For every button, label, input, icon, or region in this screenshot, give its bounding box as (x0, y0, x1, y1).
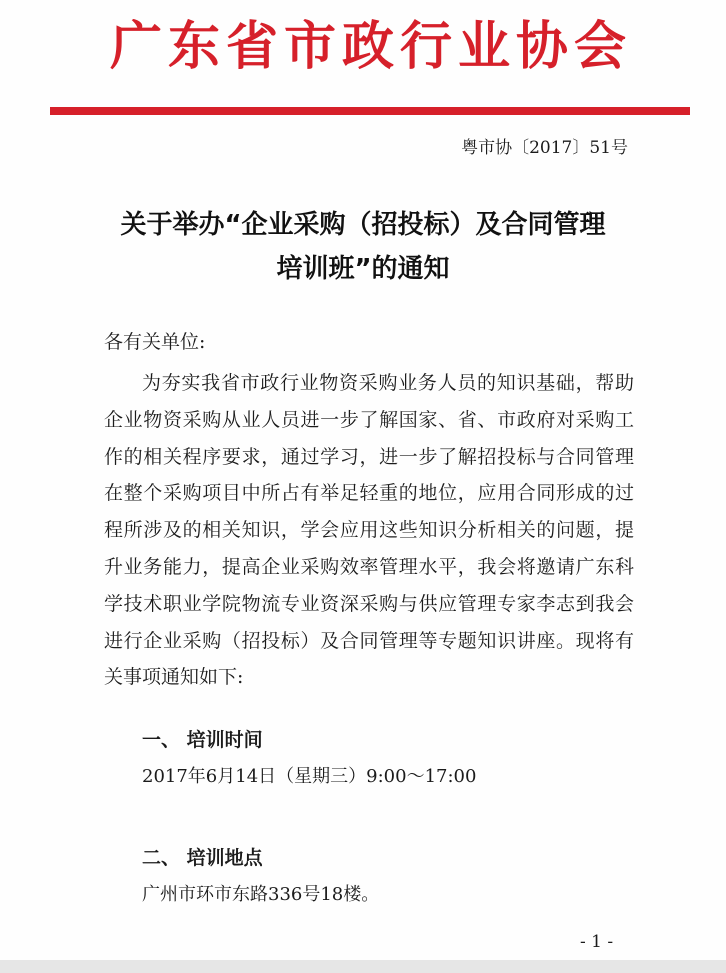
body-paragraph: 为夯实我省市政行业物资采购业务人员的知识基础，帮助企业物资采购从业人员进一步了解国家、省、市政府对采购工作的相关程序要求，通过学习，进一步了解招投标与合同管理在整个采购项目中所占有举足轻重的地位，应用合同形成的过程所涉及的相关知识，学会应用这些知识分析相关的问题，提升业务能力，提高企业采购效率管理水平，我会将邀请广东科学技术职业学院物流专业资深采购与供应管理专家李志到我会进行企业采购（招投标）及合同管理等专题知识讲座。现将有关事项通知如下: (104, 372, 634, 689)
header-red-rule (50, 107, 690, 115)
section-content-training-location: 广州市环市东路336号18楼。 (142, 884, 380, 905)
document-title (60, 203, 666, 291)
org-header-title: 广东省市政行业协会 (110, 17, 633, 77)
section-content-training-time: 2017年6月14日（星期三）9:00～17:00 (142, 766, 477, 787)
salutation: 各有关单位: (104, 331, 206, 353)
section-heading-training-time: 一、 培训时间 (142, 729, 263, 751)
bottom-strip (0, 960, 726, 973)
section-heading-training-location: 二、 培训地点 (142, 847, 263, 869)
page-number: - 1 - (580, 932, 614, 952)
document-number: 粤市协〔2017〕51号 (461, 138, 628, 158)
document-title-line-1: 关于举办“企业采购（招投标）及合同管理 (120, 210, 606, 240)
document-title-line-2: 培训班”的通知 (276, 254, 450, 284)
